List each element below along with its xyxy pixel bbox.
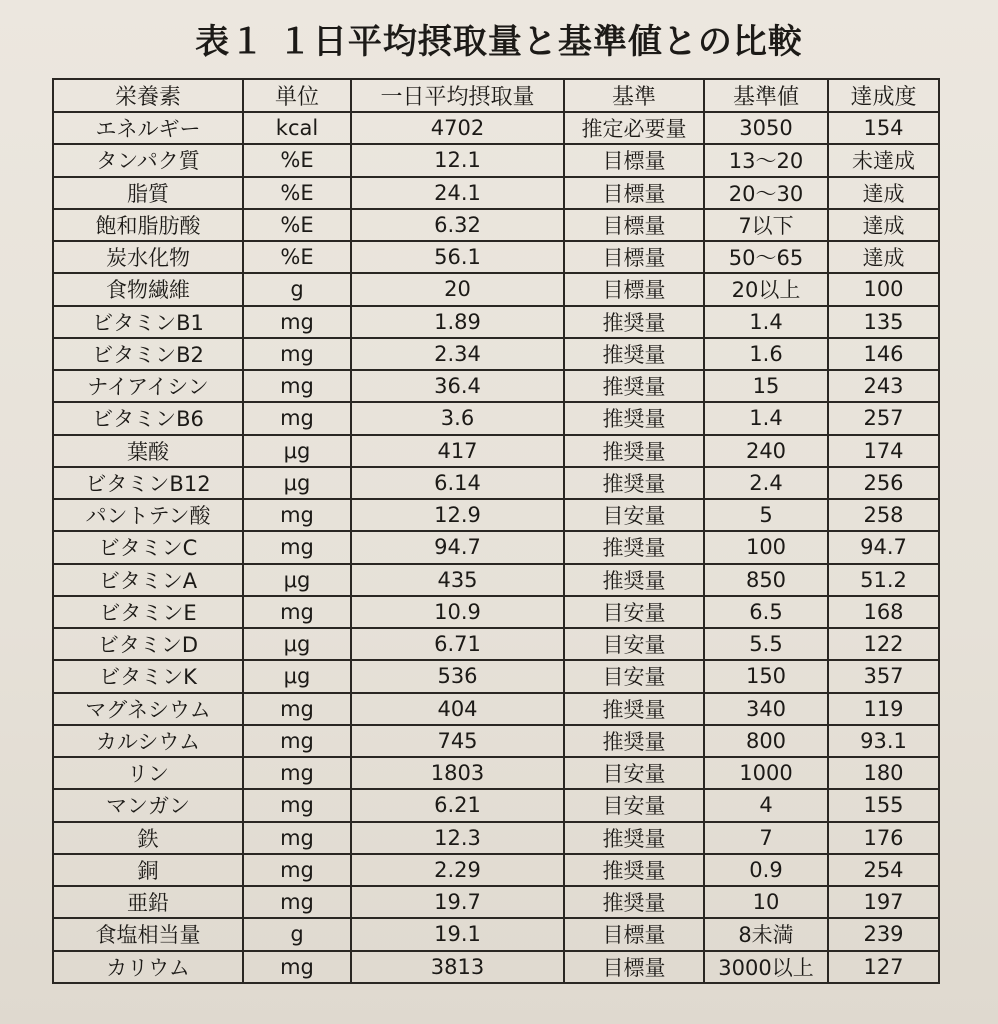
cell-standard: 推奨量 — [564, 693, 704, 725]
cell-daily-intake: 2.34 — [351, 338, 564, 370]
header-standard: 基準 — [564, 79, 704, 112]
cell-standard-value: 7 — [704, 822, 828, 854]
cell-unit: g — [243, 273, 351, 305]
cell-standard-value: 5 — [704, 499, 828, 531]
cell-unit: g — [243, 918, 351, 950]
cell-unit: mg — [243, 886, 351, 918]
cell-daily-intake: 3.6 — [351, 402, 564, 434]
cell-standard: 推奨量 — [564, 306, 704, 338]
cell-achievement: 176 — [828, 822, 939, 854]
cell-standard: 目標量 — [564, 144, 704, 176]
cell-standard: 推奨量 — [564, 725, 704, 757]
cell-daily-intake: 24.1 — [351, 177, 564, 209]
cell-unit: %E — [243, 177, 351, 209]
cell-nutrient: ビタミンD — [53, 628, 243, 660]
cell-unit: μg — [243, 660, 351, 692]
cell-standard: 推定必要量 — [564, 112, 704, 144]
cell-achievement: 197 — [828, 886, 939, 918]
table-row — [53, 918, 939, 950]
cell-standard: 目安量 — [564, 596, 704, 628]
table-row — [53, 886, 939, 918]
cell-daily-intake: 20 — [351, 273, 564, 305]
cell-nutrient: マンガン — [53, 789, 243, 821]
cell-nutrient: 食塩相当量 — [53, 918, 243, 950]
cell-standard-value: 13〜20 — [704, 144, 828, 176]
cell-standard: 推奨量 — [564, 531, 704, 563]
cell-standard: 目標量 — [564, 273, 704, 305]
nutrient-comparison-table — [52, 78, 940, 984]
cell-standard-value: 5.5 — [704, 628, 828, 660]
cell-achievement: 155 — [828, 789, 939, 821]
cell-achievement: 357 — [828, 660, 939, 692]
cell-nutrient: ビタミンK — [53, 660, 243, 692]
cell-standard: 推奨量 — [564, 370, 704, 402]
cell-standard-value: 7以下 — [704, 209, 828, 241]
cell-nutrient: 銅 — [53, 854, 243, 886]
cell-standard: 目安量 — [564, 628, 704, 660]
cell-standard-value: 50〜65 — [704, 241, 828, 273]
cell-standard-value: 1.6 — [704, 338, 828, 370]
cell-nutrient: 脂質 — [53, 177, 243, 209]
cell-standard-value: 100 — [704, 531, 828, 563]
cell-nutrient: 亜鉛 — [53, 886, 243, 918]
cell-daily-intake: 56.1 — [351, 241, 564, 273]
cell-standard: 推奨量 — [564, 886, 704, 918]
cell-daily-intake: 2.29 — [351, 854, 564, 886]
cell-standard-value: 1.4 — [704, 306, 828, 338]
cell-achievement: 239 — [828, 918, 939, 950]
header-daily-intake: 一日平均摂取量 — [351, 79, 564, 112]
cell-daily-intake: 3813 — [351, 951, 564, 984]
cell-achievement: 93.1 — [828, 725, 939, 757]
table-row — [53, 531, 939, 563]
cell-daily-intake: 6.32 — [351, 209, 564, 241]
cell-unit: mg — [243, 596, 351, 628]
cell-achievement: 51.2 — [828, 564, 939, 596]
cell-achievement: 168 — [828, 596, 939, 628]
cell-nutrient: カルシウム — [53, 725, 243, 757]
cell-nutrient: マグネシウム — [53, 693, 243, 725]
header-achievement: 達成度 — [828, 79, 939, 112]
cell-daily-intake: 19.1 — [351, 918, 564, 950]
cell-standard-value: 6.5 — [704, 596, 828, 628]
cell-achievement: 256 — [828, 467, 939, 499]
table-row — [53, 564, 939, 596]
cell-daily-intake: 6.21 — [351, 789, 564, 821]
cell-achievement: 258 — [828, 499, 939, 531]
cell-achievement: 達成 — [828, 177, 939, 209]
cell-unit: mg — [243, 306, 351, 338]
cell-daily-intake: 417 — [351, 435, 564, 467]
cell-standard: 目標量 — [564, 209, 704, 241]
cell-daily-intake: 1803 — [351, 757, 564, 789]
table-row — [53, 822, 939, 854]
cell-nutrient: リン — [53, 757, 243, 789]
cell-standard-value: 20以上 — [704, 273, 828, 305]
cell-unit: mg — [243, 402, 351, 434]
cell-unit: %E — [243, 209, 351, 241]
cell-unit: mg — [243, 822, 351, 854]
cell-daily-intake: 94.7 — [351, 531, 564, 563]
cell-standard: 推奨量 — [564, 338, 704, 370]
table-row — [53, 338, 939, 370]
cell-standard: 目標量 — [564, 951, 704, 984]
cell-standard: 目安量 — [564, 499, 704, 531]
cell-unit: mg — [243, 693, 351, 725]
cell-achievement: 119 — [828, 693, 939, 725]
cell-nutrient: ビタミンB1 — [53, 306, 243, 338]
cell-achievement: 135 — [828, 306, 939, 338]
cell-standard: 目標量 — [564, 177, 704, 209]
cell-nutrient: 炭水化物 — [53, 241, 243, 273]
cell-standard: 推奨量 — [564, 467, 704, 499]
header-row — [53, 79, 939, 112]
cell-unit: mg — [243, 725, 351, 757]
table-row — [53, 951, 939, 984]
cell-daily-intake: 12.9 — [351, 499, 564, 531]
cell-standard: 推奨量 — [564, 564, 704, 596]
table-row — [53, 435, 939, 467]
cell-standard-value: 340 — [704, 693, 828, 725]
cell-nutrient: パントテン酸 — [53, 499, 243, 531]
table-row — [53, 306, 939, 338]
cell-nutrient: ナイアイシン — [53, 370, 243, 402]
cell-standard: 推奨量 — [564, 854, 704, 886]
cell-achievement: 未達成 — [828, 144, 939, 176]
cell-standard-value: 20〜30 — [704, 177, 828, 209]
cell-nutrient: 鉄 — [53, 822, 243, 854]
cell-daily-intake: 12.1 — [351, 144, 564, 176]
header-nutrient: 栄養素 — [53, 79, 243, 112]
cell-achievement: 154 — [828, 112, 939, 144]
cell-nutrient: エネルギー — [53, 112, 243, 144]
cell-unit: mg — [243, 951, 351, 984]
cell-unit: μg — [243, 628, 351, 660]
table-row — [53, 402, 939, 434]
cell-standard-value: 150 — [704, 660, 828, 692]
table-row — [53, 789, 939, 821]
table-row — [53, 596, 939, 628]
cell-daily-intake: 4702 — [351, 112, 564, 144]
cell-standard-value: 15 — [704, 370, 828, 402]
cell-daily-intake: 10.9 — [351, 596, 564, 628]
cell-standard-value: 240 — [704, 435, 828, 467]
cell-nutrient: ビタミンB2 — [53, 338, 243, 370]
table-row — [53, 854, 939, 886]
cell-unit: mg — [243, 757, 351, 789]
cell-nutrient: タンパク質 — [53, 144, 243, 176]
table-row — [53, 725, 939, 757]
cell-unit: μg — [243, 467, 351, 499]
table-row — [53, 499, 939, 531]
cell-standard: 推奨量 — [564, 402, 704, 434]
cell-standard-value: 3000以上 — [704, 951, 828, 984]
cell-unit: kcal — [243, 112, 351, 144]
cell-standard-value: 850 — [704, 564, 828, 596]
table-row — [53, 112, 939, 144]
cell-nutrient: ビタミンE — [53, 596, 243, 628]
cell-unit: μg — [243, 564, 351, 596]
table-row — [53, 660, 939, 692]
cell-nutrient: 食物繊維 — [53, 273, 243, 305]
cell-achievement: 257 — [828, 402, 939, 434]
cell-achievement: 122 — [828, 628, 939, 660]
cell-standard-value: 8未満 — [704, 918, 828, 950]
cell-achievement: 180 — [828, 757, 939, 789]
cell-nutrient: ビタミンB6 — [53, 402, 243, 434]
table-row — [53, 757, 939, 789]
cell-standard: 目標量 — [564, 241, 704, 273]
table-row — [53, 273, 939, 305]
cell-unit: %E — [243, 241, 351, 273]
cell-standard-value: 1.4 — [704, 402, 828, 434]
cell-achievement: 達成 — [828, 209, 939, 241]
cell-daily-intake: 536 — [351, 660, 564, 692]
table-row — [53, 693, 939, 725]
cell-achievement: 達成 — [828, 241, 939, 273]
cell-standard: 目安量 — [564, 757, 704, 789]
table-row — [53, 209, 939, 241]
cell-standard: 推奨量 — [564, 435, 704, 467]
cell-daily-intake: 19.7 — [351, 886, 564, 918]
cell-standard-value: 800 — [704, 725, 828, 757]
cell-standard-value: 3050 — [704, 112, 828, 144]
table-row — [53, 177, 939, 209]
cell-standard-value: 1000 — [704, 757, 828, 789]
cell-standard-value: 10 — [704, 886, 828, 918]
cell-unit: mg — [243, 531, 351, 563]
table-row — [53, 370, 939, 402]
table-row — [53, 467, 939, 499]
cell-nutrient: ビタミンC — [53, 531, 243, 563]
cell-nutrient: 葉酸 — [53, 435, 243, 467]
cell-standard-value: 2.4 — [704, 467, 828, 499]
cell-nutrient: カリウム — [53, 951, 243, 984]
header-unit: 単位 — [243, 79, 351, 112]
cell-standard: 目標量 — [564, 918, 704, 950]
cell-unit: μg — [243, 435, 351, 467]
cell-unit: mg — [243, 499, 351, 531]
cell-achievement: 127 — [828, 951, 939, 984]
cell-achievement: 94.7 — [828, 531, 939, 563]
table-title: 表１ １日平均摂取量と基準値との比較 — [195, 22, 803, 62]
cell-standard: 推奨量 — [564, 822, 704, 854]
table-row — [53, 241, 939, 273]
cell-nutrient: ビタミンB12 — [53, 467, 243, 499]
cell-standard: 目安量 — [564, 789, 704, 821]
cell-achievement: 243 — [828, 370, 939, 402]
cell-unit: %E — [243, 144, 351, 176]
cell-standard: 目安量 — [564, 660, 704, 692]
cell-daily-intake: 1.89 — [351, 306, 564, 338]
cell-unit: mg — [243, 370, 351, 402]
cell-unit: mg — [243, 338, 351, 370]
cell-unit: mg — [243, 789, 351, 821]
cell-standard-value: 0.9 — [704, 854, 828, 886]
cell-standard-value: 4 — [704, 789, 828, 821]
cell-daily-intake: 12.3 — [351, 822, 564, 854]
cell-achievement: 146 — [828, 338, 939, 370]
table-row — [53, 144, 939, 176]
cell-daily-intake: 6.71 — [351, 628, 564, 660]
cell-daily-intake: 36.4 — [351, 370, 564, 402]
cell-daily-intake: 6.14 — [351, 467, 564, 499]
cell-daily-intake: 404 — [351, 693, 564, 725]
cell-achievement: 254 — [828, 854, 939, 886]
table-row — [53, 628, 939, 660]
cell-achievement: 174 — [828, 435, 939, 467]
cell-nutrient: 飽和脂肪酸 — [53, 209, 243, 241]
cell-daily-intake: 435 — [351, 564, 564, 596]
cell-daily-intake: 745 — [351, 725, 564, 757]
cell-nutrient: ビタミンA — [53, 564, 243, 596]
cell-achievement: 100 — [828, 273, 939, 305]
cell-unit: mg — [243, 854, 351, 886]
header-standard-value: 基準値 — [704, 79, 828, 112]
